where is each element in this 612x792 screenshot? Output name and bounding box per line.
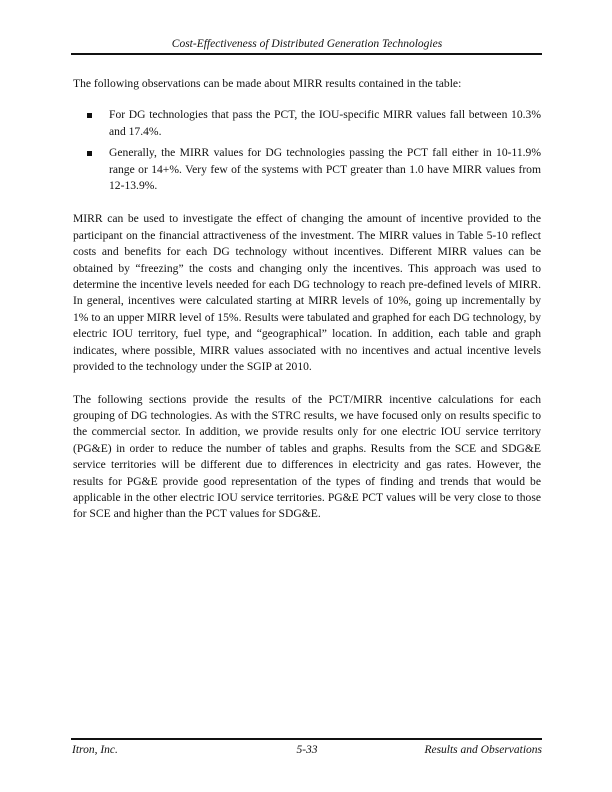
page-body [73, 76, 541, 539]
page-number: 5-33 [296, 744, 318, 756]
square-bullet-icon [87, 151, 92, 156]
square-bullet-icon [87, 113, 92, 118]
intro-sentence: The following observations can be made about MIRR results contained in the table: [73, 77, 462, 90]
list-item [73, 145, 541, 194]
footer-divider [71, 738, 542, 740]
list-item-text: Generally, the MIRR values for DG technologies passing the PCT fall either in 10-11.9% range or 14+%. Very few of the systems with PCT greater than 1.0 have MIRR values from 12-13.9%. [109, 146, 541, 193]
paragraph-following-sections: The following sections provide the results of the PCT/MIRR incentive calculations for each grouping of DG technologies. As with the STRC results, we have focused only on results specific to the commercial sector. In addition, we provide results only for one electric IOU service territory (PG&E) in order to reduce the number of tables and graphs. Results from the SCE and SDG&E service territories will be different due to differences in electricity and gas rates. However, the results for PG&E provide good representation of the types of finding and trends that would be applicable in the other electric IOU service territories. PG&E PCT values will be very close to those for SCE and higher than the PCT values for SDG&E. [73, 392, 541, 521]
list-item [73, 107, 541, 140]
observations-list [73, 107, 541, 194]
list-item-text: For DG technologies that pass the PCT, the IOU-specific MIRR values fall between 10.3% and 17.4%. [109, 108, 541, 138]
paragraph-mirr-incentives: MIRR can be used to investigate the effect of changing the amount of incentive provided to the participant on the financial attractiveness of the investment. The MIRR values in Table 5-10 reflect costs and benefits for each DG technology without incentives. Different MIRR values can be obtained by “freezing” the costs and changing only the incentives. This approach was used to determine the incentive levels needed for each DG technology to reach pre-defined levels of MIRR. In general, incentives were calculated starting at MIRR levels of 10%, going up incrementally by 1% to an upper MIRR level of 15%. Results were tabulated and graphed for each DG technology, by electric IOU territory, fuel type, and “geographical” location. In addition, each table and graph indicates, where possible, MIRR values associated with no incentives and actual incentive levels provided to the technology under the SGIP at 2010. [73, 212, 541, 374]
running-header-title: Cost-Effectiveness of Distributed Generation Technologies [171, 38, 443, 50]
footer-section-title: Results and Observations [424, 744, 542, 756]
footer-company: Itron, Inc. [72, 744, 118, 756]
header-divider [71, 53, 542, 55]
